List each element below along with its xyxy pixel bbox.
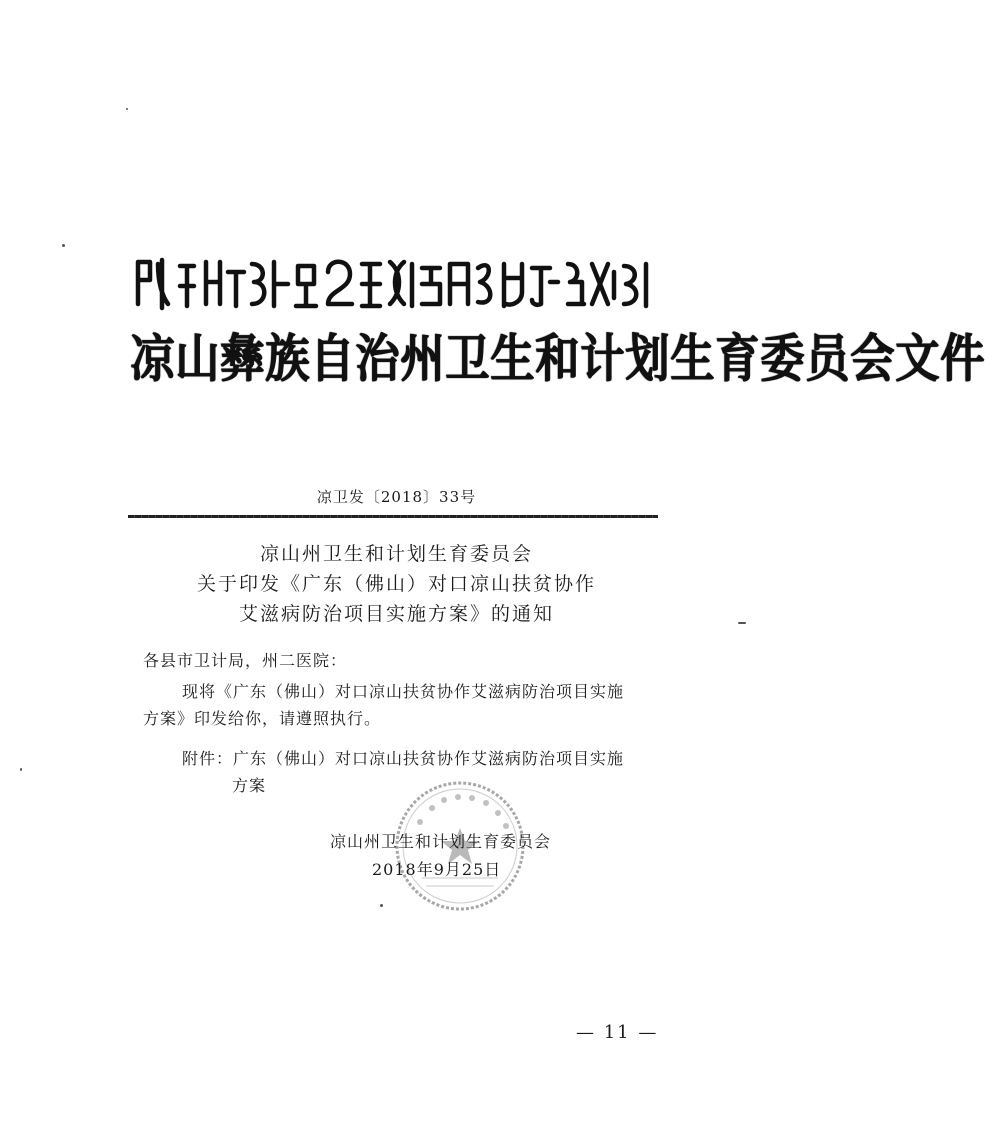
salutation: 各县市卫计局，州二医院： <box>143 651 348 670</box>
scan-speck <box>380 904 383 907</box>
document-number: 凉卫发〔2018〕33号 <box>316 488 477 506</box>
scan-speck <box>62 244 65 247</box>
scan-speck <box>126 108 128 110</box>
scan-speck <box>738 622 746 624</box>
scan-speck <box>20 768 22 771</box>
attachment-line-2: 方案 <box>232 776 267 795</box>
document-title: 凉山彝族自治州卫生和计划生育委员会文件 <box>130 329 985 390</box>
notice-heading-line-2: 关于印发《广东（佛山）对口凉山扶贫协作 <box>196 573 596 595</box>
signature-date: 2018年9月25日 <box>372 860 502 879</box>
notice-heading-line-3: 艾滋病防治项目实施方案》的通知 <box>238 603 554 625</box>
page-number: — 11 — <box>576 1022 659 1043</box>
body-paragraph-line-2: 方案》印发给你，请遵照执行。 <box>143 709 382 728</box>
signer-organization: 凉山州卫生和计划生育委员会 <box>330 832 552 851</box>
body-paragraph-line-1: 现将《广东（佛山）对口凉山扶贫协作艾滋病防治项目实施 <box>182 682 625 701</box>
notice-heading-line-1: 凉山州卫生和计划生育委员会 <box>259 543 533 565</box>
attachment-line-1: 附件：广东（佛山）对口凉山扶贫协作艾滋病防治项目实施 <box>182 749 625 768</box>
header-divider <box>128 515 658 518</box>
yi-script-title-icon <box>132 252 662 314</box>
